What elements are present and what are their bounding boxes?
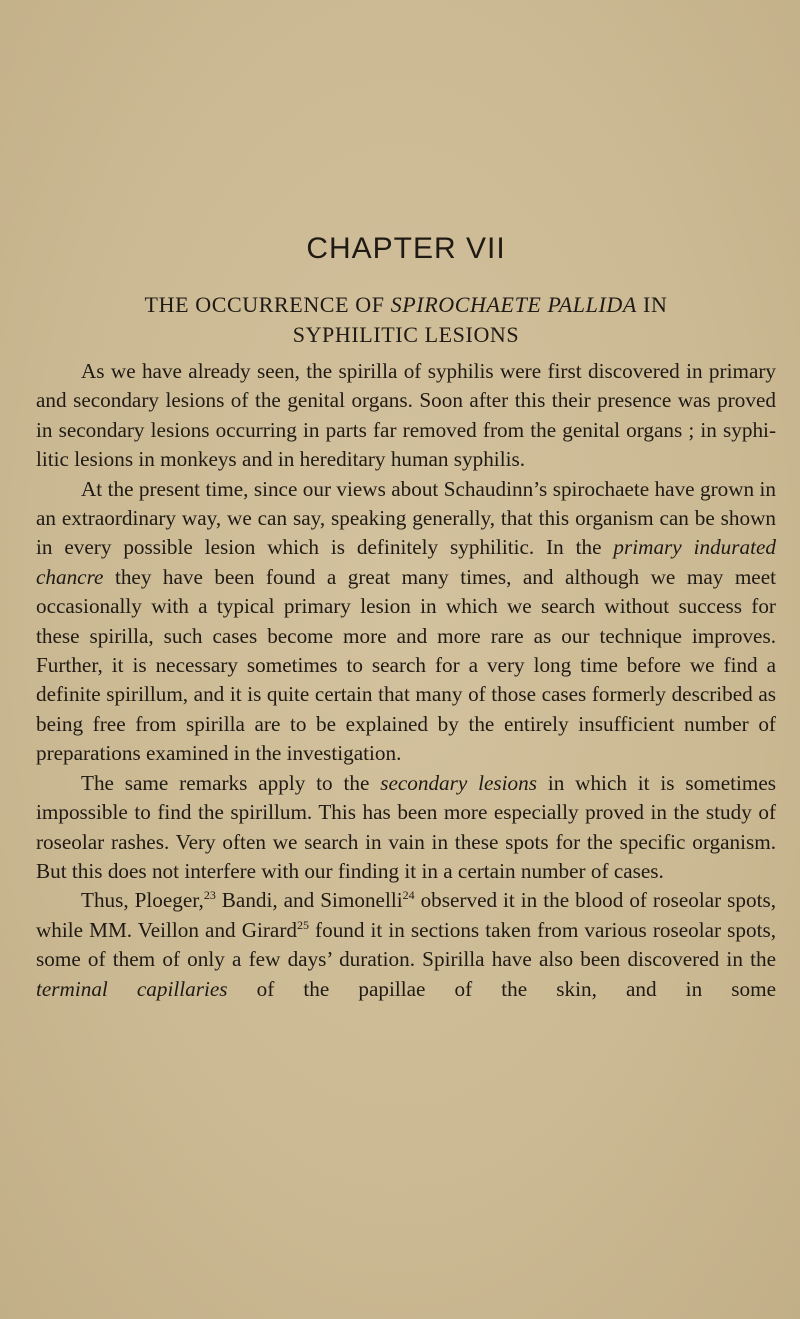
chapter-title-line2: SYPHILITIC LESIONS <box>292 322 520 347</box>
emphasis-terminal-capillaries: terminal capillaries <box>36 976 228 1001</box>
paragraph-1: As we have already seen, the spirilla of syphilis were first discovered in primary and secondary lesions of the genital organs. Soon after this their presence was proved in secondary lesions occurring in parts far removed from the genital organs ; in syphi-litic lesions in monkeys and in hereditary human syphilis. <box>36 359 776 472</box>
paragraph-4 <box>36 886 776 1004</box>
chapter-title-text: IN <box>636 292 668 317</box>
chapter-title <box>36 290 776 350</box>
paragraph-2 <box>36 475 776 769</box>
body-text <box>36 357 776 1004</box>
book-page <box>36 0 776 1319</box>
chapter-title-line1 <box>145 292 668 317</box>
paragraph-text: Bandi, and Simonelli <box>215 888 403 913</box>
paragraph-text: Thus, Ploeger, <box>81 888 204 913</box>
footnote-ref: 23 <box>203 888 216 903</box>
emphasis-primary-chancre: primary indurated chancre <box>36 535 776 589</box>
chapter-title-text: THE OCCURRENCE OF <box>144 292 391 317</box>
paragraph-text: observed it in the blood of roseolar spots, while MM. Veillon and Girard <box>36 888 776 942</box>
emphasis-secondary-lesions: secondary lesions <box>380 770 537 795</box>
footnote-ref: 25 <box>297 917 309 932</box>
footnote-ref: 24 <box>402 888 415 903</box>
chapter-heading: CHAPTER VII <box>306 232 506 265</box>
chapter-title-organism: SPIROCHAETE PALLIDA <box>390 292 637 317</box>
paragraph-text: of the papillae of the skin, and in some <box>227 976 776 1001</box>
paragraph-3 <box>36 769 776 887</box>
paragraph-text: in which it is sometimes impossible to find the spirillum. This has been more especially proved in the study of roseolar rashes. Very often we search in vain in these spots for the specific organism. But this does not interfere with our finding it in a certain number of cases. <box>36 770 777 883</box>
paragraph-text: they have been found a great many times, and although we may meet occasionally with a typical primary lesion in which we search without success for these spirilla, such cases become more and more rare as our technique improves. Further, it is necessary sometimes to search for a very long time before we find a definite spirillum, and it is quite certain that many of those cases formerly described as being free from spirilla are to be explained by the entirely insufficient number of preparations examined in the investigation. <box>36 564 776 766</box>
paragraph-text: found it in sections taken from various roseolar spots, some of them of only a few days’ duration. Spirilla have also been discovered in the <box>36 917 777 972</box>
paragraph-text: At the present time, since our views about Schaudinn’s spirochaete have grown in an extraordinary way, we can say, speaking generally, that this organism can be shown in every possible lesion which is definitely syphilitic. In the <box>36 476 776 560</box>
paragraph-text: The same remarks apply to the <box>81 770 381 795</box>
